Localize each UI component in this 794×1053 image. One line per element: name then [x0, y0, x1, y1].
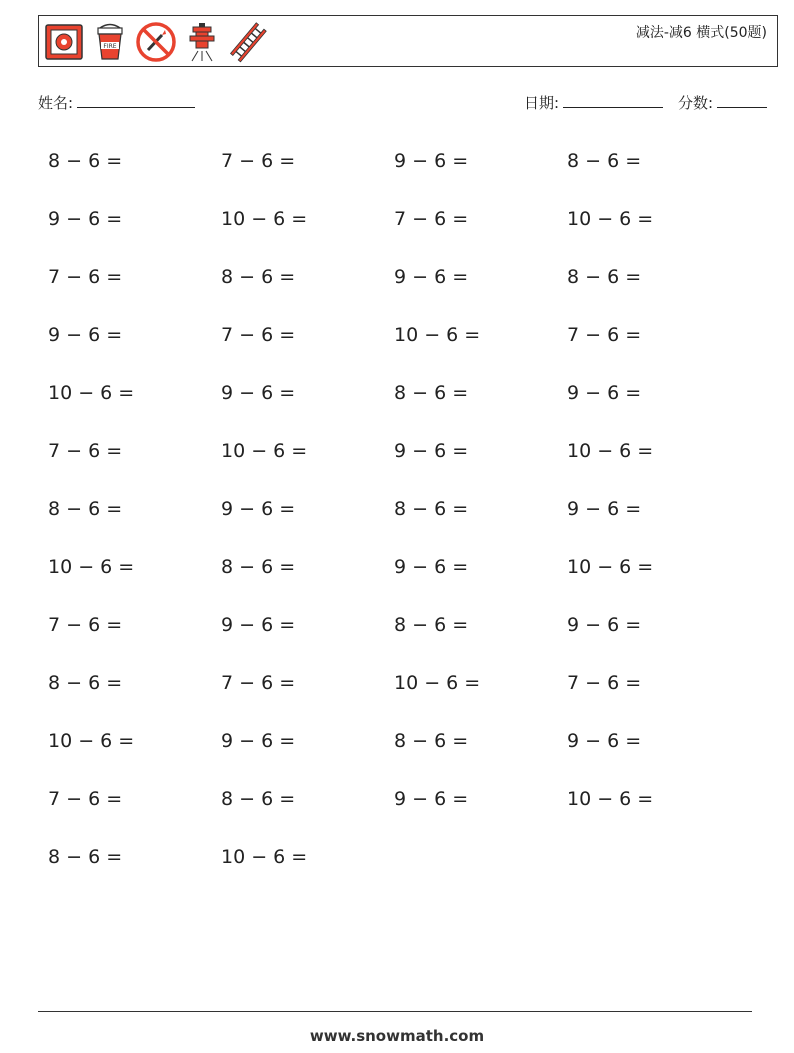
problem-item: 9 − 6 =: [567, 498, 642, 520]
problem-item: 8 − 6 =: [394, 614, 469, 636]
header-icons: [43, 21, 269, 63]
problem-item: 9 − 6 =: [221, 382, 296, 404]
no-fire-icon: [135, 21, 177, 63]
problem-item: 9 − 6 =: [394, 556, 469, 578]
problem-item: 7 − 6 =: [221, 672, 296, 694]
problem-item: 10 − 6 =: [48, 382, 135, 404]
problem-item: 8 − 6 =: [221, 556, 296, 578]
problem-item: 10 − 6 =: [394, 324, 481, 346]
fire-hydrant-icon: [181, 21, 223, 63]
problem-item: 8 − 6 =: [221, 266, 296, 288]
problem-item: 8 − 6 =: [48, 846, 123, 868]
problem-item: 8 − 6 =: [394, 382, 469, 404]
fire-bucket-icon: [89, 21, 131, 63]
problem-item: 8 − 6 =: [394, 498, 469, 520]
problem-item: 8 − 6 =: [48, 150, 123, 172]
ladder-icon: [227, 21, 269, 63]
problem-item: 7 − 6 =: [567, 672, 642, 694]
problem-item: 9 − 6 =: [221, 498, 296, 520]
score-blank: [717, 93, 767, 108]
fire-alarm-icon: [43, 21, 85, 63]
problem-item: 9 − 6 =: [394, 266, 469, 288]
problem-item: 7 − 6 =: [394, 208, 469, 230]
problem-item: 10 − 6 =: [567, 440, 654, 462]
problem-item: 8 − 6 =: [221, 788, 296, 810]
date-blank: [563, 93, 663, 108]
worksheet-header: [38, 15, 778, 67]
problem-item: 8 − 6 =: [567, 266, 642, 288]
problem-item: 9 − 6 =: [48, 208, 123, 230]
problem-item: 10 − 6 =: [221, 846, 308, 868]
score-label: 分数:: [678, 94, 714, 112]
footer-url: www.snowmath.com: [309, 1027, 485, 1045]
problem-item: 10 − 6 =: [221, 208, 308, 230]
problem-item: 8 − 6 =: [48, 672, 123, 694]
bucket-label: FIRE: [103, 43, 117, 50]
problem-item: 9 − 6 =: [394, 788, 469, 810]
problem-item: 7 − 6 =: [221, 324, 296, 346]
problem-item: 10 − 6 =: [394, 672, 481, 694]
worksheet-title: 减法-减6 横式(50题): [635, 25, 767, 41]
problem-item: 10 − 6 =: [567, 556, 654, 578]
date-label: 日期:: [524, 94, 560, 112]
problem-item: 9 − 6 =: [567, 730, 642, 752]
problem-item: 10 − 6 =: [567, 788, 654, 810]
date-field: [524, 92, 663, 113]
name-label: 姓名:: [38, 94, 74, 112]
problem-item: 7 − 6 =: [48, 266, 123, 288]
problem-item: 7 − 6 =: [48, 440, 123, 462]
name-field: [38, 92, 195, 113]
problem-item: 7 − 6 =: [567, 324, 642, 346]
problem-item: 9 − 6 =: [567, 614, 642, 636]
problem-item: 9 − 6 =: [221, 614, 296, 636]
problem-item: 9 − 6 =: [394, 150, 469, 172]
problem-item: 7 − 6 =: [221, 150, 296, 172]
score-field: [678, 92, 767, 113]
problem-item: 10 − 6 =: [48, 730, 135, 752]
problem-item: 10 − 6 =: [221, 440, 308, 462]
problem-item: 9 − 6 =: [48, 324, 123, 346]
problem-item: 7 − 6 =: [48, 788, 123, 810]
problem-item: 9 − 6 =: [221, 730, 296, 752]
problem-item: 10 − 6 =: [48, 556, 135, 578]
footer-divider: [38, 1011, 752, 1012]
problem-item: 9 − 6 =: [567, 382, 642, 404]
name-blank: [77, 93, 195, 108]
problem-item: 8 − 6 =: [567, 150, 642, 172]
problem-item: 8 − 6 =: [48, 498, 123, 520]
problem-item: 10 − 6 =: [567, 208, 654, 230]
problem-item: 9 − 6 =: [394, 440, 469, 462]
problem-item: 7 − 6 =: [48, 614, 123, 636]
problem-item: 8 − 6 =: [394, 730, 469, 752]
problem-grid: [48, 145, 740, 899]
